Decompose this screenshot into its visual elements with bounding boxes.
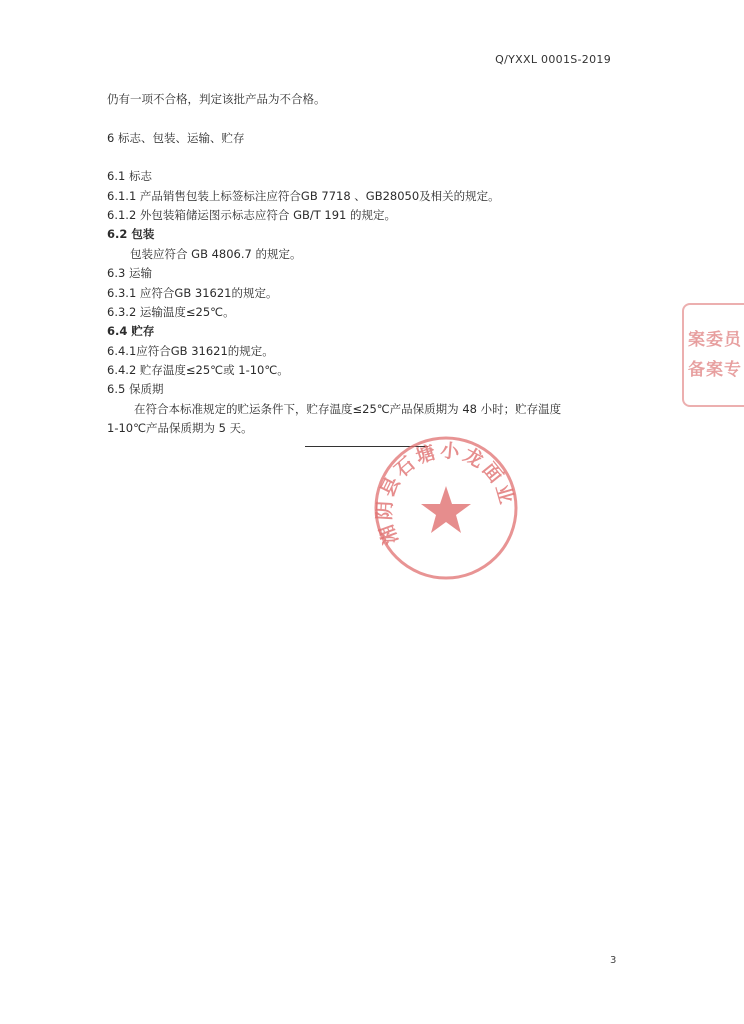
text-line: 在符合本标准规定的贮运条件下，贮存温度≤25℃产品保质期为 48 小时；贮存温度 (134, 402, 562, 416)
side-filing-stamp (682, 303, 742, 403)
text-line: 仍有一项不合格，判定该批产品为不合格。 (107, 92, 326, 106)
standard-code-header: Q/YXXL 0001S-2019 (495, 53, 611, 66)
seal-star-icon (421, 486, 471, 533)
text-line: 6.3.1 应符合GB 31621的规定。 (107, 286, 278, 300)
side-stamp-line1: 案委员 (688, 330, 742, 350)
page-number: 3 (610, 955, 617, 966)
text-line: 6.1.1 产品销售包装上标签标注应符合GB 7718 、GB28050及相关的规定。 (107, 189, 500, 203)
text-line: 6.4.1应符合GB 31621的规定。 (107, 344, 274, 358)
subsection-heading: 6.2 包装 (107, 227, 155, 241)
subsection-heading: 6.3 运输 (107, 266, 152, 280)
subsection-heading: 6.4 贮存 (107, 324, 155, 338)
text-line: 包装应符合 GB 4806.7 的规定。 (130, 247, 302, 261)
text-line: 6.4.2 贮存温度≤25℃或 1-10℃。 (107, 363, 289, 377)
text-line: 6.3.2 运输温度≤25℃。 (107, 305, 235, 319)
seal-text: 湘阴县石塘小龙面业 (373, 439, 519, 548)
side-stamp-line2: 备案专 (688, 360, 742, 380)
text-line: 6.1.2 外包装箱储运图示标志应符合 GB/T 191 的规定。 (107, 208, 397, 222)
text-line: 1-10℃产品保质期为 5 天。 (107, 421, 253, 435)
section-heading: 6 标志、包装、运输、贮存 (107, 131, 245, 145)
subsection-heading: 6.1 标志 (107, 169, 152, 183)
subsection-heading: 6.5 保质期 (107, 382, 164, 396)
company-seal-stamp (371, 433, 521, 583)
